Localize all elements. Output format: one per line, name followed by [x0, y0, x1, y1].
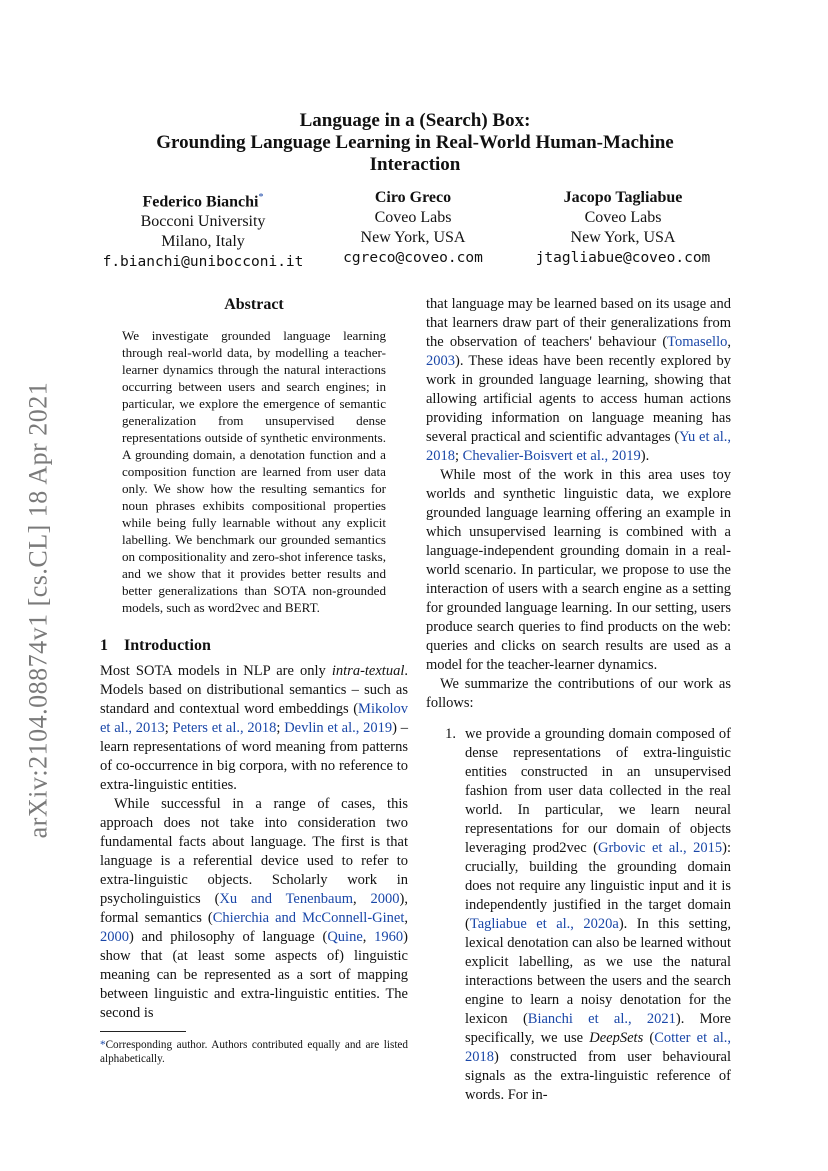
author-location: New York, USA	[570, 229, 676, 246]
footnote-mark: *	[100, 1039, 106, 1051]
citation-link[interactable]: Yu et al., 2018	[426, 429, 731, 464]
section-number: 1	[100, 637, 108, 654]
author-affiliation: Bocconi University	[140, 213, 266, 231]
author-email: jtagliabue@coveo.com	[535, 250, 711, 266]
citation-link[interactable]: Tomasello	[667, 334, 728, 350]
title-line-2: Grounding Language Learning in Real-World Human-Machine	[156, 132, 674, 153]
footnote-divider	[100, 1031, 186, 1032]
citation-link[interactable]: Mikolov et al., 2013	[100, 701, 408, 736]
author-footnote-mark[interactable]: *	[258, 192, 264, 203]
abstract-text: We investigate grounded language learning through real-world data, by modelling a teacher-learner dynamics through the natural interactions occurring between users and search engines; in particular, we explore the emergence of semantic generalization from unsupervised dense representations outside of synthetic environments. A grounding domain, a denotation function and a composition function are learned from user data only. We show how the resulting semantics for noun phrases exhibits compositional properties while being fully learnable without any explicit labelling. We benchmark our grounded semantics on compositionality and zero-shot inference tasks, and we show that it provides better results and better generalizations than SOTA non-grounded models, such as word2vec and BERT.	[122, 328, 386, 615]
author-name: Jacopo Tagliabue	[563, 189, 683, 206]
citation-link[interactable]: Quine	[327, 929, 363, 945]
section-heading-introduction	[100, 636, 408, 656]
title-line-1: Language in a (Search) Box:	[299, 110, 531, 131]
arxiv-stamp: arXiv:2104.08874v1 [cs.CL] 18 Apr 2021	[23, 381, 52, 839]
author-location: Milano, Italy	[161, 233, 245, 251]
footnote-text: Corresponding author. Authors contributed equally and are listed alphabetically.	[100, 1039, 408, 1065]
right-paragraph-3: We summarize the contributions of our work as follows:	[426, 676, 731, 711]
intro-paragraph-1: Most SOTA models in NLP are only intra-textual. Models based on distributional semantics – such as standard and contextual word embeddings (Mikolov et al., 2013; Peters et al., 2018; Devlin et al., 2019) – learn representations of word meaning from patterns of co-occurrence in big corpora, with no reference to extra-linguistic entities.	[100, 663, 408, 793]
citation-link[interactable]: Bianchi et al., 2021	[527, 1011, 676, 1027]
citation-link[interactable]: 2000	[100, 929, 129, 945]
citation-link[interactable]: Xu and Tenenbaum	[219, 891, 354, 907]
author-email: cgreco@coveo.com	[343, 250, 483, 266]
author-name: Ciro Greco	[374, 189, 452, 206]
citation-link[interactable]: Peters et al., 2018	[172, 720, 277, 736]
author-block-2	[320, 188, 506, 268]
author-block-1	[88, 188, 318, 272]
citation-link[interactable]: Grbovic et al., 2015	[597, 840, 723, 856]
intro-paragraph-2: While successful in a range of cases, this approach does not take into consideration two fundamental facts about language. The first is that language is a referential device used to refer to extra-linguistic objects. Scholarly work in psycholinguistics (Xu and Tenenbaum, 2000), formal semantics (Chierchia and McConnell-Ginet, 2000) and philosophy of language (Quine, 1960) show that (at least some aspects of) linguistic meaning can be represented as a sort of mapping between linguistic and extra-linguistic entities. The second is	[100, 796, 409, 1021]
citation-link[interactable]: 1960	[374, 929, 404, 945]
citation-link[interactable]: Devlin et al., 2019	[284, 720, 393, 736]
list-item-number: 1.	[445, 726, 456, 742]
citation-link[interactable]: Cotter et al., 2018	[465, 1030, 731, 1065]
contributions-list	[426, 725, 731, 1105]
right-paragraph-1: that language may be learned based on its usage and that learners draw part of their generalizations from the observation of teachers' behaviour (Tomasello, 2003). These ideas have been recently explored by work in grounded language learning, showing that allowing artificial agents to access human actions providing information on language meaning has several practical and scientific advantages (Yu et al., 2018; Chevalier-Boisvert et al., 2019).	[426, 296, 731, 464]
paper-title	[100, 110, 730, 176]
citation-link[interactable]: 2003	[426, 353, 455, 369]
author-name: Federico Bianchi	[142, 193, 259, 211]
footnote	[100, 1038, 408, 1066]
author-affiliation: Coveo Labs	[374, 209, 452, 226]
citation-link[interactable]: Chevalier-Boisvert et al., 2019	[462, 448, 641, 464]
right-column	[426, 295, 731, 1105]
section-title: Introduction	[124, 637, 211, 654]
citation-link[interactable]: Chierchia and McConnell-Ginet	[212, 910, 405, 926]
abstract-heading: Abstract	[224, 296, 284, 313]
author-affiliation: Coveo Labs	[584, 209, 662, 226]
right-paragraph-2: While most of the work in this area uses toy worlds and synthetic linguistic data, we explore grounded language learning offering an example in which unsupervised learning is combined with a language-independent grounding domain in a real-world scenario. In particular, we propose to use the interaction of users with a search engine as a setting for grounded language learning. In our setting, users produce search queries to find products on the web: queries and clicks on search results are used as a model for the teacher-learner dynamics.	[426, 467, 731, 673]
citation-link[interactable]: 2000	[370, 891, 400, 907]
title-line-3: Interaction	[369, 154, 461, 175]
left-column	[100, 295, 408, 1066]
list-item-text: we provide a grounding domain composed of dense representations of extra-linguistic entities constructed in an unsupervised fashion from user data collected in the real world. In particular, we learn neural representations for our domain of objects leveraging prod2vec (Grbovic et al., 2015): crucially, building the grounding domain does not require any linguistic input and it is independently justified in the target domain (Tagliabue et al., 2020a). In this setting, lexical denotation can also be learned without explicit labelling, as we use the natural interactions between the users and the search engine to learn a noisy denotation for the lexicon (Bianchi et al., 2021). More specifically, we use DeepSets (Cotter et al., 2018) constructed from user behavioural signals as the extra-linguistic reference of words. For in-	[465, 726, 731, 1103]
citation-link[interactable]: Tagliabue et al., 2020a	[469, 916, 619, 932]
list-item	[426, 725, 731, 1105]
author-location: New York, USA	[360, 229, 466, 246]
author-block-3	[508, 188, 738, 268]
author-email: f.bianchi@unibocconi.it	[102, 254, 304, 271]
